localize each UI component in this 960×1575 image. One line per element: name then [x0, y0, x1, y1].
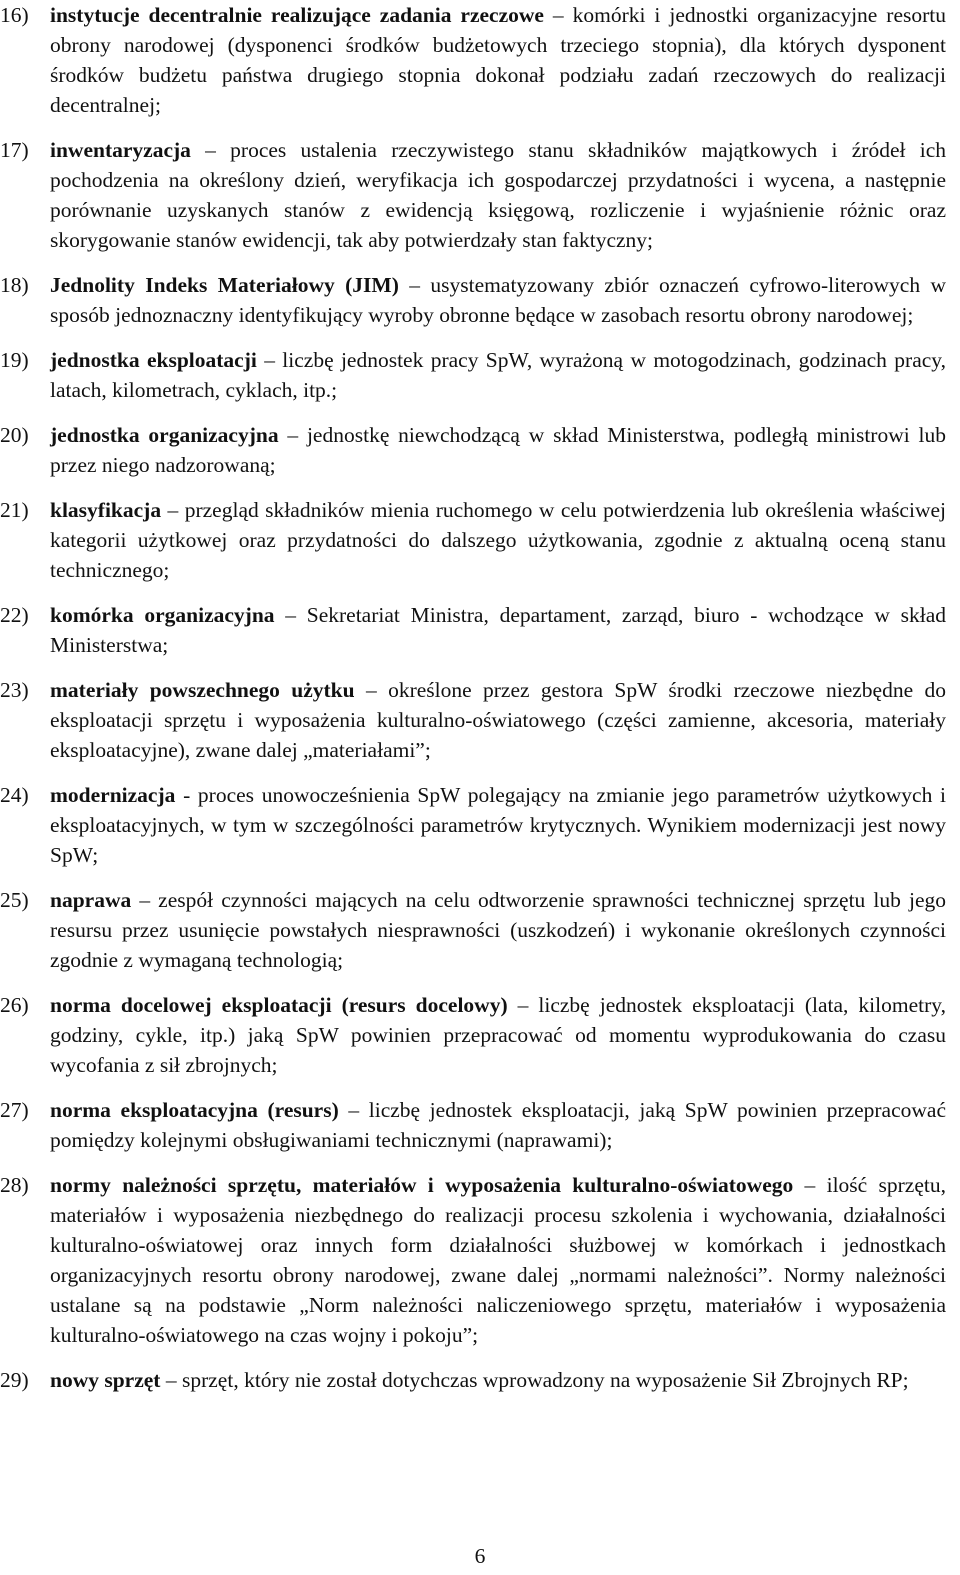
definition-item-27: [0, 1095, 946, 1155]
item-number: 20): [0, 423, 29, 447]
definition-item-25: [0, 885, 946, 975]
item-number: 28): [0, 1173, 29, 1197]
definition-text: – Sekretariat Ministra, departament, zarząd, biuro - wchodzące w skład Ministerstwa;: [50, 603, 946, 657]
definition-text: - proces unowocześnienia SpW polegający na zmianie jego parametrów użytkowych i eksploatacyjnych, w tym w szczególności parametrów krytycznych. Wynikiem modernizacji jest nowy SpW;: [50, 783, 946, 867]
definition-text: – sprzęt, który nie został dotychczas wprowadzony na wyposażenie Sił Zbrojnych RP;: [160, 1368, 909, 1392]
item-number: 25): [0, 888, 29, 912]
definition-text: – proces ustalenia rzeczywistego stanu składników majątkowych i źródeł ich pochodzenia na określony dzień, weryfikacja ich gospodarczej przydatności i wycena, a następnie porównanie uzyskanych stanów z ewidencją księgową, rozliczenie i wyjaśnienie różnic oraz skorygowanie stanów ewidencji, tak aby potwierdzały stan faktyczny;: [50, 138, 946, 252]
definition-item-20: [0, 420, 946, 480]
definition-item-21: [0, 495, 946, 585]
definition-term: Jednolity Indeks Materiałowy (JIM): [50, 273, 399, 297]
definition-term: norma docelowej eksploatacji (resurs docelowy): [50, 993, 508, 1017]
definition-text: – jednostkę niewchodzącą w skład Ministerstwa, podległą ministrowi lub przez niego nadzorowaną;: [50, 423, 946, 477]
definition-text: – ilość sprzętu, materiałów i wyposażenia niezbędnego do realizacji procesu szkolenia i wychowania, działalności kulturalno-oświatowej oraz innych form działalności służbowej w komórkach i jednostkach organizacyjnych resortu obrony narodowej, zwane dalej „normami należności”. Normy należności ustalane są na podstawie „Norm należności naliczeniowego sprzętu, materiałów i wyposażenia kulturalno-oświatowego na czas wojny i pokoju”;: [50, 1173, 946, 1347]
definition-term: norma eksploatacyjna (resurs): [50, 1098, 339, 1122]
definition-text: – liczbę jednostek pracy SpW, wyrażoną w motogodzinach, godzinach pracy, latach, kilometrach, cyklach, itp.;: [50, 348, 947, 402]
item-number: 23): [0, 678, 29, 702]
item-number: 24): [0, 783, 29, 807]
item-number: 22): [0, 603, 29, 627]
item-number: 26): [0, 993, 29, 1017]
definition-term: modernizacja: [50, 783, 176, 807]
item-number: 19): [0, 348, 29, 372]
item-number: 29): [0, 1368, 29, 1392]
definition-text: – liczbę jednostek eksploatacji (lata, kilometry, godziny, cykle, itp.) jaką SpW powinien przepracować od momentu wyprodukowania do czasu wycofania z sił zbrojnych;: [50, 993, 946, 1077]
item-number: 21): [0, 498, 29, 522]
definition-term: instytucje decentralnie realizujące zadania rzeczowe: [50, 3, 544, 27]
definition-item-18: [0, 270, 946, 330]
definition-item-23: [0, 675, 946, 765]
definition-item-17: [0, 135, 946, 255]
item-number: 27): [0, 1098, 29, 1122]
definition-text: – zespół czynności mających na celu odtworzenie sprawności technicznej sprzętu lub jego resursu przez usunięcie powstałych niesprawności (uszkodzeń) i wykonanie określonych czynności zgodnie z wymaganą technologią;: [50, 888, 946, 972]
definition-term: jednostka eksploatacji: [50, 348, 257, 372]
definition-item-29: [0, 1365, 946, 1395]
definition-text: – liczbę jednostek eksploatacji, jaką SpW powinien przepracować pomiędzy kolejnymi obsługiwaniami technicznymi (naprawami);: [50, 1098, 946, 1152]
definition-item-24: [0, 780, 946, 870]
definition-item-19: [0, 345, 946, 405]
definition-term: naprawa: [50, 888, 132, 912]
definition-term: jednostka organizacyjna: [50, 423, 279, 447]
definition-text: – określone przez gestora SpW środki rzeczowe niezbędne do eksploatacji sprzętu i wyposażenia kulturalno-oświatowego (części zamienne, akcesoria, materiały eksploatacyjne), zwane dalej „materiałami”;: [50, 678, 946, 762]
definition-term: normy należności sprzętu, materiałów i wyposażenia kulturalno-oświatowego: [50, 1173, 794, 1197]
definition-text: – komórki i jednostki organizacyjne resortu obrony narodowej (dysponenci środków budżetowych trzeciego stopnia), dla których dysponent środków budżetu państwa drugiego stopnia dokonał podziału zadań rzeczowych do realizacji decentralnej;: [50, 3, 946, 117]
definition-text: – usystematyzowany zbiór oznaczeń cyfrowo-literowych w sposób jednoznaczny identyfikujący wyroby obronne będące w zasobach resortu obrony narodowej;: [50, 273, 947, 327]
definition-term: inwentaryzacja: [50, 138, 191, 162]
page-number: 6: [474, 1544, 486, 1568]
definition-term: materiały powszechnego użytku: [50, 678, 355, 702]
definition-text: – przegląd składników mienia ruchomego w celu potwierdzenia lub określenia właściwej kategorii użytkowej oraz przydatności do dalszego użytkowania, zgodnie z aktualną oceną stanu technicznego;: [50, 498, 946, 582]
item-number: 16): [0, 3, 29, 27]
definition-item-22: [0, 600, 946, 660]
definition-term: komórka organizacyjna: [50, 603, 275, 627]
item-number: 17): [0, 138, 29, 162]
item-number: 18): [0, 273, 29, 297]
definition-item-16: [0, 0, 946, 120]
definition-item-26: [0, 990, 946, 1080]
definition-item-28: [0, 1170, 946, 1350]
definition-term: klasyfikacja: [50, 498, 162, 522]
definition-term: nowy sprzęt: [50, 1368, 161, 1392]
